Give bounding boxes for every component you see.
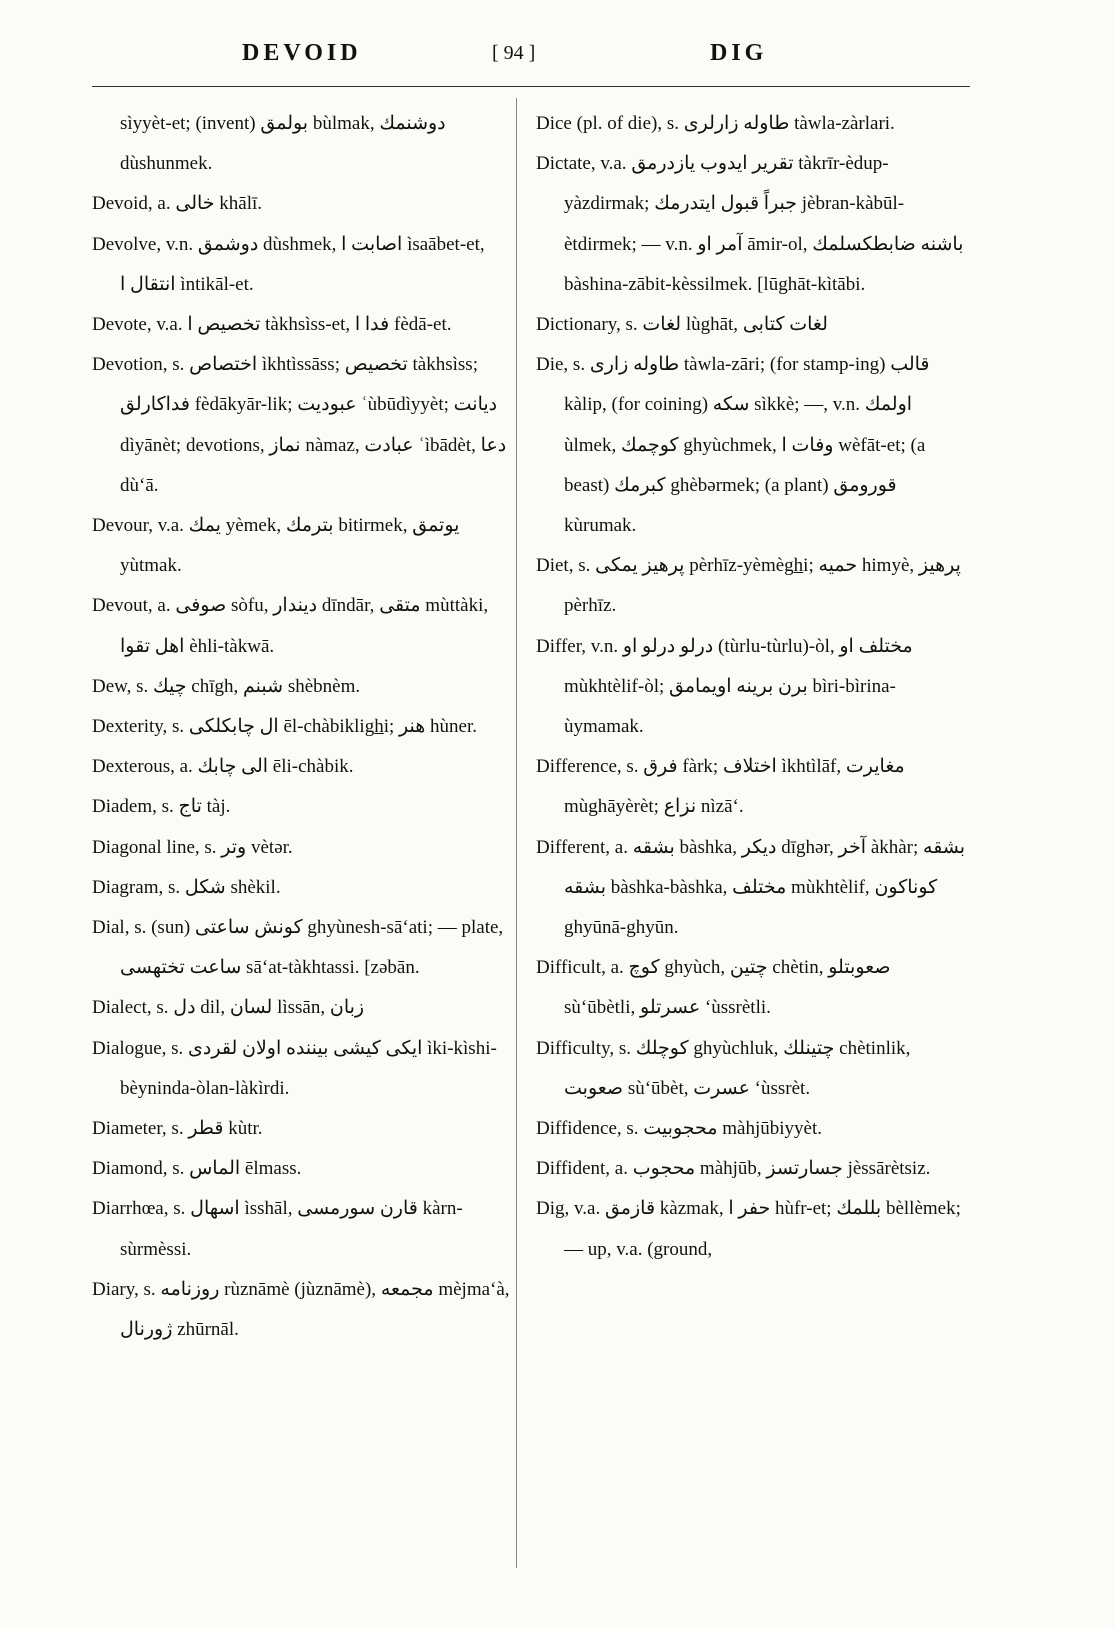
dictionary-entry: Devotion, s. اختصاص ìkhtìssāss; تخصیص tàkhsìss; فداکارلق fèdākyār-lik; عبودیت ʿùbūdìyyèt; دیانت dìyānèt; devotions, نماز nàmaz, عبادت ʿìbādèt, دعا dù‘ā. [92, 354, 507, 496]
dictionary-entry: Diagonal line, s. وتر vètər. [92, 836, 293, 858]
header-right-catchword: DIG [710, 40, 768, 66]
dictionary-entry: Diffidence, s. محجوبیت màhjūbiyyèt. [536, 1118, 822, 1140]
header-left-catchword: DEVOID [242, 40, 362, 66]
right-column [536, 104, 966, 1584]
dictionary-entry: Different, a. بشقه bàshka, دیکر dīghər, آخر àkhàr; بشقه بشقه bàshka-bàshka, مختلف mùkhtèlif, کوناکون ghyūnā-ghyūn. [536, 836, 966, 939]
left-column [92, 104, 512, 1584]
dictionary-entry: Dew, s. چیك chīgh, شبنم shèbnèm. [92, 675, 361, 697]
dictionary-entry: Dial, s. (sun) کونش ساعتی ghyùnesh-sā‘ati; — plate, ساعت تختهسی sā‘at-tàkhtassi. [zəbān. [92, 917, 504, 979]
dictionary-entry: Difficult, a. کوچ ghyùch, چتین chètin, صعوبتلو sù‘ūbètli, عسرتلو ‘ùssrètli. [536, 957, 891, 1019]
dictionary-entry: Diarrhœa, s. اسهال ìsshāl, قارن سورمسی kàrn-sùrmèssi. [92, 1198, 463, 1260]
dictionary-entry: Difference, s. فرق fàrk; اختلاف ìkhtìlāf, مغایرت mùghāyèrèt; نزاع nìzā‘. [536, 756, 905, 818]
dictionary-entry: Diadem, s. تاج tàj. [92, 796, 231, 818]
dictionary-entry: Devolve, v.n. دوشمق dùshmek, اصابت ا ìsaābet-et, انتقال ا ìntikāl-et. [92, 233, 485, 295]
dictionary-entry: Dictate, v.a. تقریر ایدوب یازدرمق tàkrīr-èdup-yàzdirmak; جبراً قبول ایتدرمك jèbran-kàbūl-ètdirmek; — v.n. آمر او āmir-ol, باشنه ضابطکسلمك bàshina-zābit-kèssilmek. [lūghāt-kìtābi. [536, 153, 964, 295]
dictionary-entry: Dexterous, a. الی چابك ēli-chàbik. [92, 756, 354, 778]
dictionary-entry: Dialect, s. دل dil, لسان lìssān, زبان [92, 997, 365, 1019]
dictionary-entry: Devour, v.a. یمك yèmek, بترمك bitirmek, یوتمق yùtmak. [92, 515, 460, 577]
dictionary-entry: Diary, s. روزنامه rùznāmè (jùznāmè), مجمعه mèjma‘à, ژورنال zhūrnāl. [92, 1278, 510, 1341]
dictionary-entry: Devout, a. صوفی sòfu, دیندار dīndār, متقی mùttàki, اهل تقوا èhli-tàkwā. [92, 595, 489, 657]
page-number: [ 94 ] [492, 42, 536, 64]
page-header [90, 40, 970, 74]
dictionary-entry: Dictionary, s. لغات lùghāt, لغات کتابی [536, 314, 828, 336]
dictionary-entry-continuation: sìyyèt-et; (invent) بولمق bùlmak, دوشنمك dùshunmek. [120, 113, 446, 175]
dictionary-entry: Diet, s. پرهیز یمکی pèrhīz-yèmègh̲i; حمیه himyè, پرهیز pèrhīz. [536, 555, 961, 617]
column-divider [516, 98, 517, 1568]
dictionary-entry: Dialogue, s. ایکی کیشی بیننده اولان لقردی ìki-kìshi-bèyninda-òlan-làkìrdi. [92, 1037, 497, 1099]
dictionary-entry: Die, s. طاوله زاری tàwla-zāri; (for stamp-ing) قالب kàlip, (for coining) سکه sìkkè; —, v.n. اولمك ùlmek, کوچمك ghyùchmek, وفات ا wèfāt-et; (a beast) کبرمك ghèbərmek; (a plant) قورومق kùrumak. [536, 354, 930, 537]
dictionary-entry: Diagram, s. شکل shèkil. [92, 876, 281, 898]
dictionary-entry: Dig, v.a. قازمق kàzmak, حفر ا hùfr-et; بللمك bèllèmek; — up, v.a. (ground, [536, 1198, 961, 1260]
dictionary-entry: Devote, v.a. تخصیص ا tàkhsìss-et, فدا ا fèdā-et. [92, 314, 452, 336]
dictionary-entry: Diffident, a. محجوب màhjūb, جسارتسز jèssārètsiz. [536, 1158, 931, 1180]
dictionary-entry: Devoid, a. خالی khālī. [92, 193, 263, 215]
dictionary-entry: Diamond, s. الماس ēlmass. [92, 1158, 302, 1180]
dictionary-entry: Diameter, s. قطر kùtr. [92, 1118, 263, 1140]
dictionary-entry: Dice (pl. of die), s. طاوله زارلری tàwla-zàrlari. [536, 113, 895, 134]
dictionary-entry: Dexterity, s. ال چابکلکی ēl-chàbikligh̲i; هنر hùner. [92, 716, 477, 738]
dictionary-entry: Difficulty, s. کوچلك ghyùchluk, چتینلك chètinlik, صعوبت sù‘ūbèt, عسرت ‘ùssrèt. [536, 1037, 911, 1099]
header-rule [92, 86, 970, 87]
dictionary-entry: Differ, v.n. درلو درلو او (tùrlu-tùrlu)-òl, مختلف او mùkhtèlif-òl; برن برینه اویمامق bìri-bìrina-ùymamak. [536, 635, 913, 738]
